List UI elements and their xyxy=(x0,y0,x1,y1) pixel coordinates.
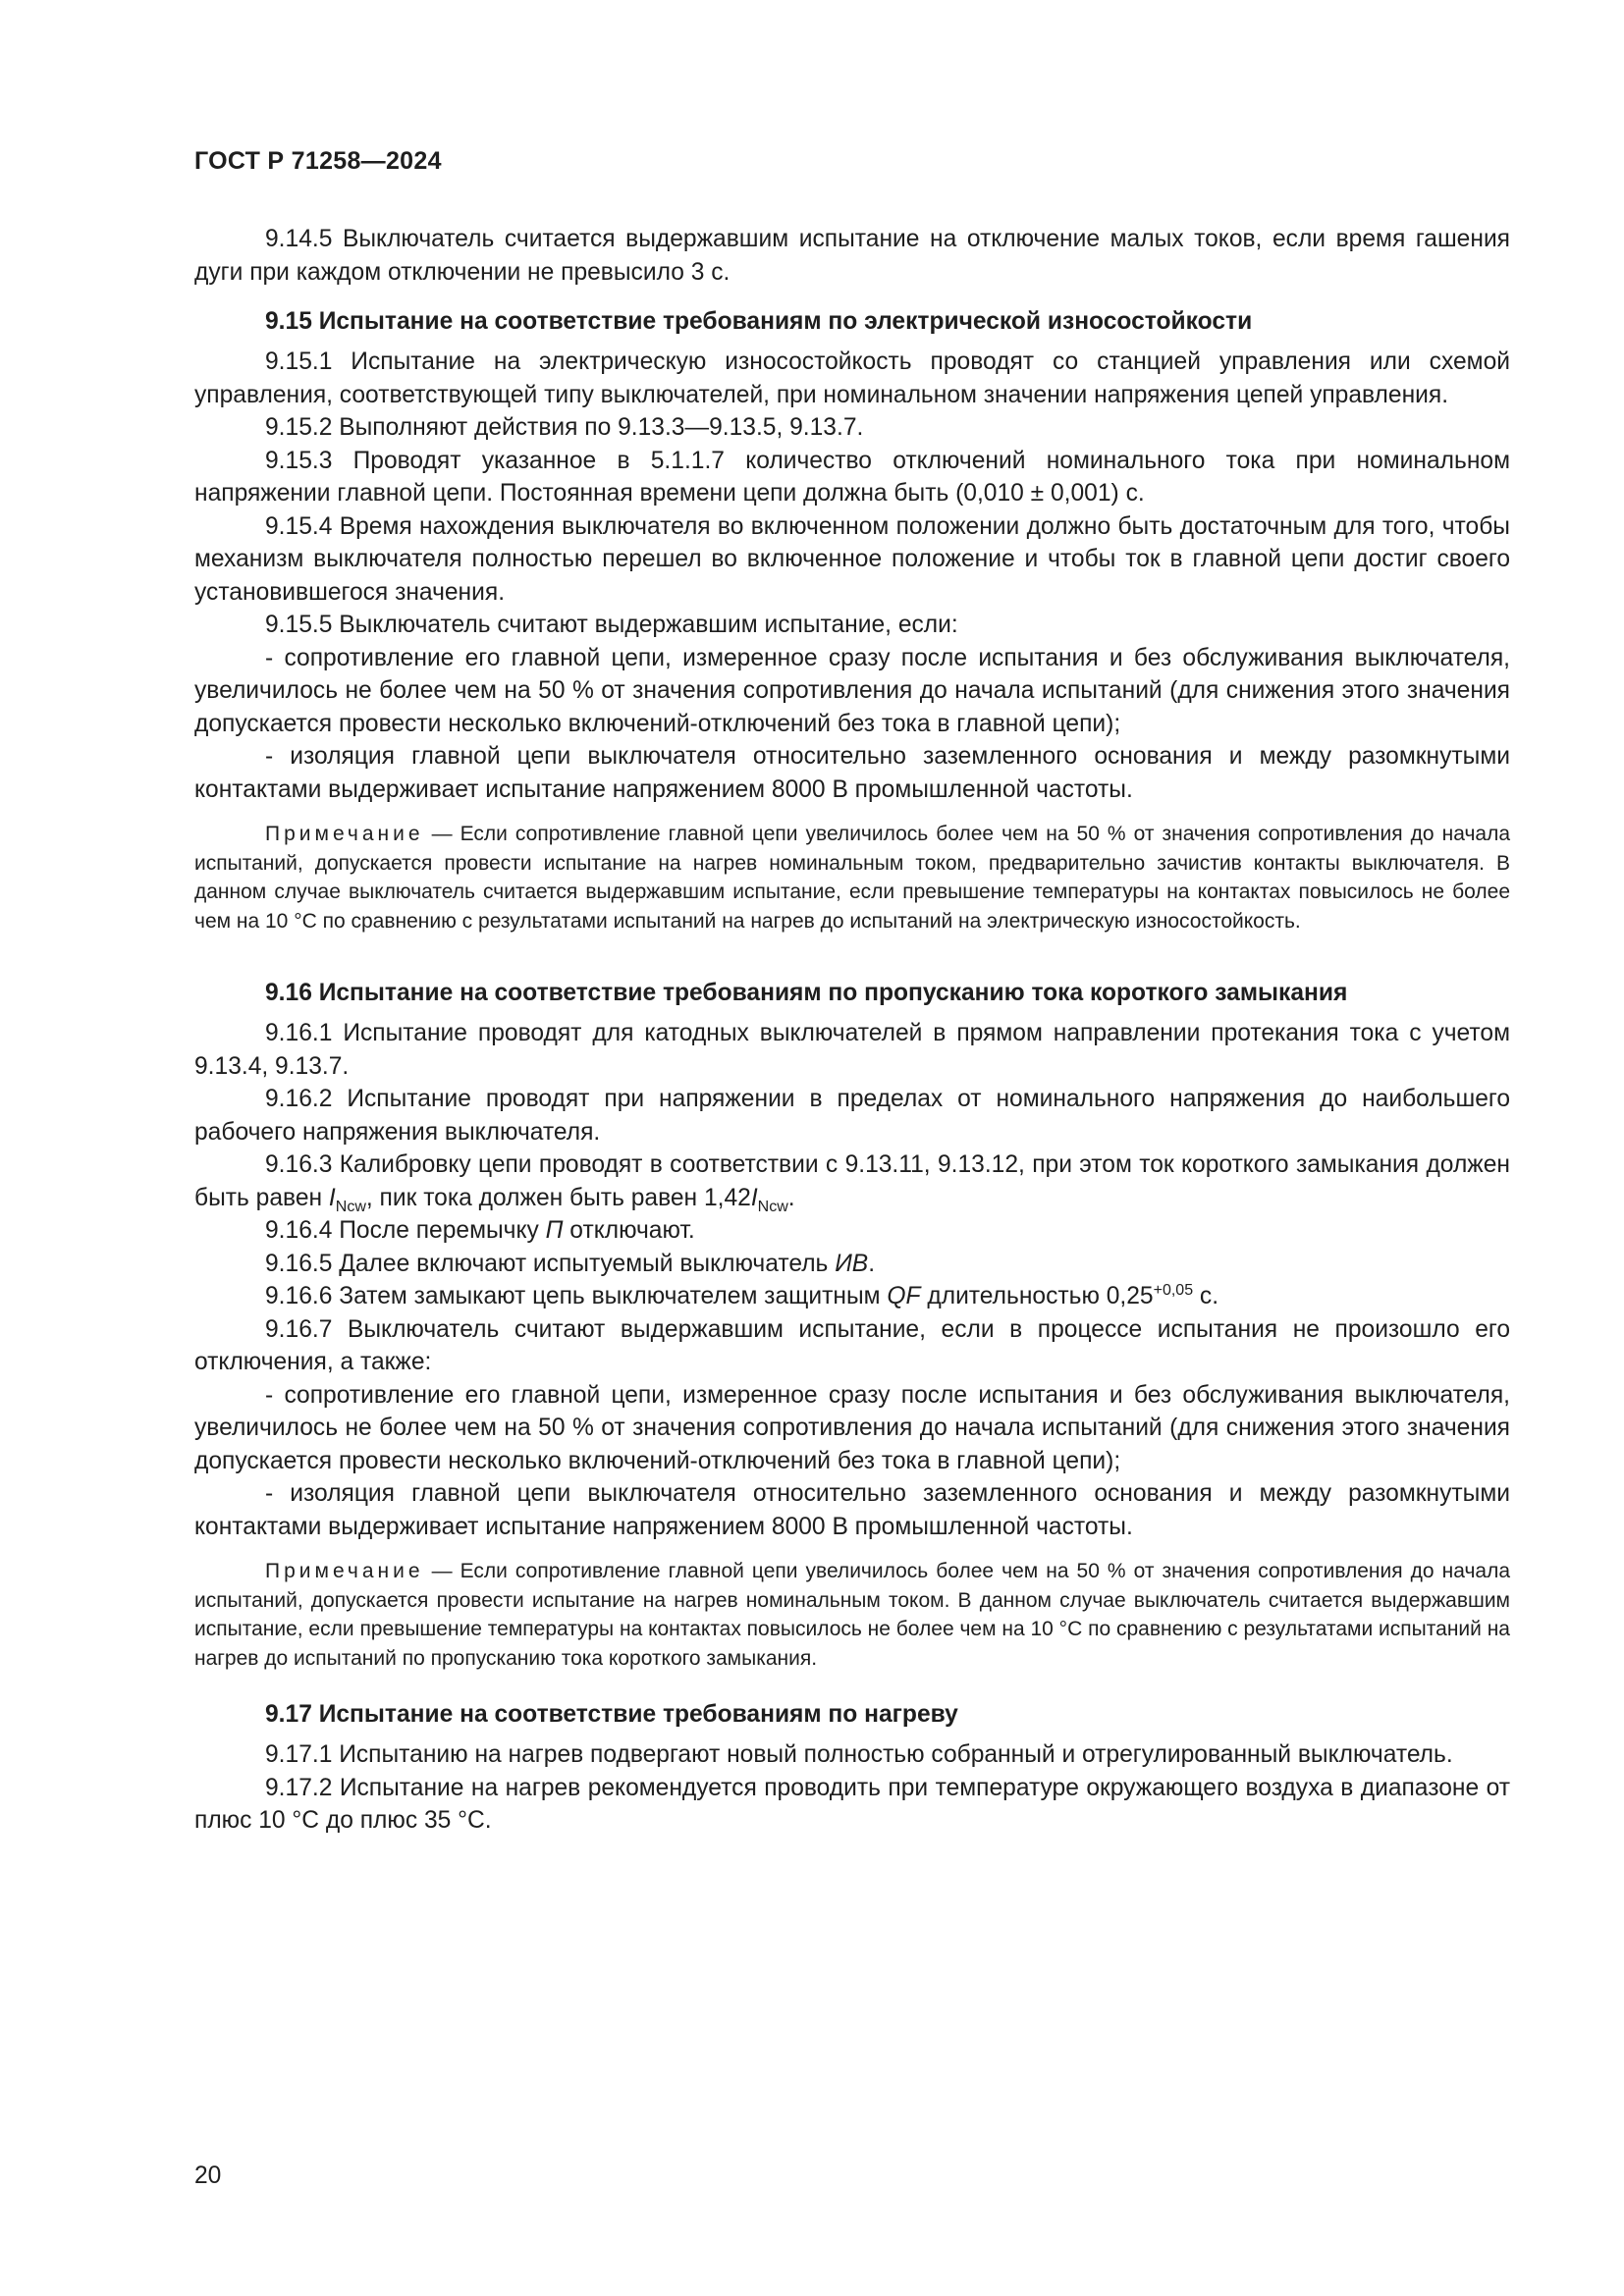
symbol-qf: QF xyxy=(887,1283,921,1309)
paragraph-9-16-4 xyxy=(194,1214,1510,1248)
section-heading-9-16: 9.16 Испытание на соответствие требованиям по пропусканию тока короткого замыкания xyxy=(265,980,1348,1006)
symbol-i: I xyxy=(750,1184,758,1211)
paragraph-9-17-2: 9.17.2 Испытание на нагрев рекомендуется проводить при температуре окружающего воздуха в диапазоне от плюс 10 °С до плюс 35 °С. xyxy=(194,1774,1510,1834)
text-fragment: , пик тока должен быть равен 1,42 xyxy=(365,1184,751,1211)
subscript-ncw: Ncw xyxy=(757,1198,788,1215)
note-text: — Если сопротивление главной цепи увеличилось более чем на 50 % от значения сопротивления до начала испытаний, допускается провести испытание на нагрев номинальным током, предварительно зачистив контакты выключателя. В данном случае выключатель считается выдержавшим испытание, если превышение температуры на контактах повысилось не более чем на 10 °С по сравнению с результатами испытаний на нагрев до испытаний на электрическую износостойкость. xyxy=(194,823,1510,933)
list-item-9-15-5-b: - изоляция главной цепи выключателя относительно заземленного основания и между разомкнутыми контактами выдерживает испытание напряжением 8000 В промышленной частоты. xyxy=(194,743,1510,803)
document-header-title: ГОСТ Р 71258—2024 xyxy=(194,147,442,175)
text-fragment: 9.16.3 Калибровку цепи проводят в соответствии с 9.13.11, 9.13.12, при этом ток короткого замыкания должен быть равен xyxy=(194,1151,1510,1211)
list-item-9-16-7-a: - сопротивление его главной цепи, измеренное сразу после испытания и без обслуживания выключателя, увеличилось не более чем на 50 % от значения сопротивления до начала испытаний (для снижения этого значения допускается провести несколько включений-отключений без тока в главной цепи); xyxy=(194,1381,1510,1474)
paragraph-9-15-4: 9.15.4 Время нахождения выключателя во включенном положении должно быть достаточным для того, чтобы механизм выключателя полностью перешел во включенное положение и чтобы ток в главной цепи достиг своего установившегося значения. xyxy=(194,512,1510,606)
symbol-i: I xyxy=(328,1184,336,1211)
text-fragment: с. xyxy=(1193,1283,1219,1309)
text-fragment: 9.16.4 После перемычку xyxy=(265,1217,546,1244)
paragraph-9-15-3: 9.15.3 Проводят указанное в 5.1.1.7 количество отключений номинального тока при номинальном напряжении главной цепи. Постоянная времени цепи должна быть (0,010 ± 0,001) с. xyxy=(194,447,1510,507)
paragraph-9-16-6 xyxy=(194,1280,1510,1313)
note-label: Примечание xyxy=(265,823,424,845)
text-fragment: 9.16.5 Далее включают испытуемый выключатель xyxy=(265,1250,836,1277)
text-fragment: 9.16.6 Затем замыкают цепь выключателем защитным xyxy=(265,1283,888,1309)
note-9-15 xyxy=(194,820,1510,935)
text-fragment: . xyxy=(868,1250,876,1277)
text-fragment: . xyxy=(787,1184,795,1211)
note-label: Примечание xyxy=(265,1560,424,1582)
page-number: 20 xyxy=(194,2163,222,2189)
list-item-9-15-5-a: - сопротивление его главной цепи, измеренное сразу после испытания и без обслуживания выключателя, увеличилось не более чем на 50 % от значения сопротивления до начала испытаний (для снижения этого значения допускается провести несколько включений-отключений без тока в главной цепи); xyxy=(194,644,1510,737)
paragraph-9-16-2: 9.16.2 Испытание проводят при напряжении в пределах от номинального напряжения до наибольшего рабочего напряжения выключателя. xyxy=(194,1086,1510,1146)
document-page xyxy=(194,147,1510,1838)
note-9-16 xyxy=(194,1557,1510,1673)
list-item-9-16-7-b: - изоляция главной цепи выключателя относительно заземленного основания и между разомкнутыми контактами выдерживает испытание напряжением 8000 В промышленной частоты. xyxy=(194,1480,1510,1540)
paragraph-9-16-1: 9.16.1 Испытание проводят для катодных выключателей в прямом направлении протекания тока с учетом 9.13.4, 9.13.7. xyxy=(194,1020,1510,1080)
note-text: — Если сопротивление главной цепи увеличилось более чем на 50 % от значения сопротивления до начала испытаний, допускается провести испытание на нагрев номинальным током. В данном случае выключатель считается выдержавшим испытание, если превышение температуры на контактах повысилось не более чем на 10 °С по сравнению с результатами испытаний на нагрев до испытаний по пропусканию тока короткого замыкания. xyxy=(194,1560,1510,1670)
symbol-p: П xyxy=(545,1217,564,1244)
paragraph-9-17-1: 9.17.1 Испытанию на нагрев подвергают новый полностью собранный и отрегулированный выключатель. xyxy=(265,1741,1453,1768)
paragraph-9-16-7: 9.16.7 Выключатель считают выдержавшим испытание, если в процессе испытания не произошло его отключения, а также: xyxy=(194,1315,1510,1375)
subscript-ncw: Ncw xyxy=(335,1198,366,1215)
paragraph-9-16-3 xyxy=(194,1148,1510,1214)
paragraph-9-16-5 xyxy=(194,1248,1510,1281)
superscript-tolerance: +0,05 xyxy=(1153,1281,1194,1299)
section-heading-9-17: 9.17 Испытание на соответствие требованиям по нагреву xyxy=(265,1701,958,1728)
paragraph-9-15-5: 9.15.5 Выключатель считают выдержавшим испытание, если: xyxy=(265,612,958,638)
symbol-iv: ИВ xyxy=(835,1250,869,1277)
text-fragment: длительностью 0,25 xyxy=(920,1283,1154,1309)
text-fragment: отключают. xyxy=(563,1217,695,1244)
section-heading-9-15: 9.15 Испытание на соответствие требованиям по электрической износостойкости xyxy=(265,308,1253,335)
paragraph-9-14-5: 9.14.5 Выключатель считается выдержавшим испытание на отключение малых токов, если время гашения дуги при каждом отключении не превысило 3 с. xyxy=(194,226,1510,286)
paragraph-9-15-2: 9.15.2 Выполняют действия по 9.13.3—9.13.5, 9.13.7. xyxy=(265,414,864,441)
paragraph-9-15-1: 9.15.1 Испытание на электрическую износостойкость проводят со станцией управления или схемой управления, соответствующей типу выключателей, при номинальном значении напряжения цепей управления. xyxy=(194,348,1510,408)
